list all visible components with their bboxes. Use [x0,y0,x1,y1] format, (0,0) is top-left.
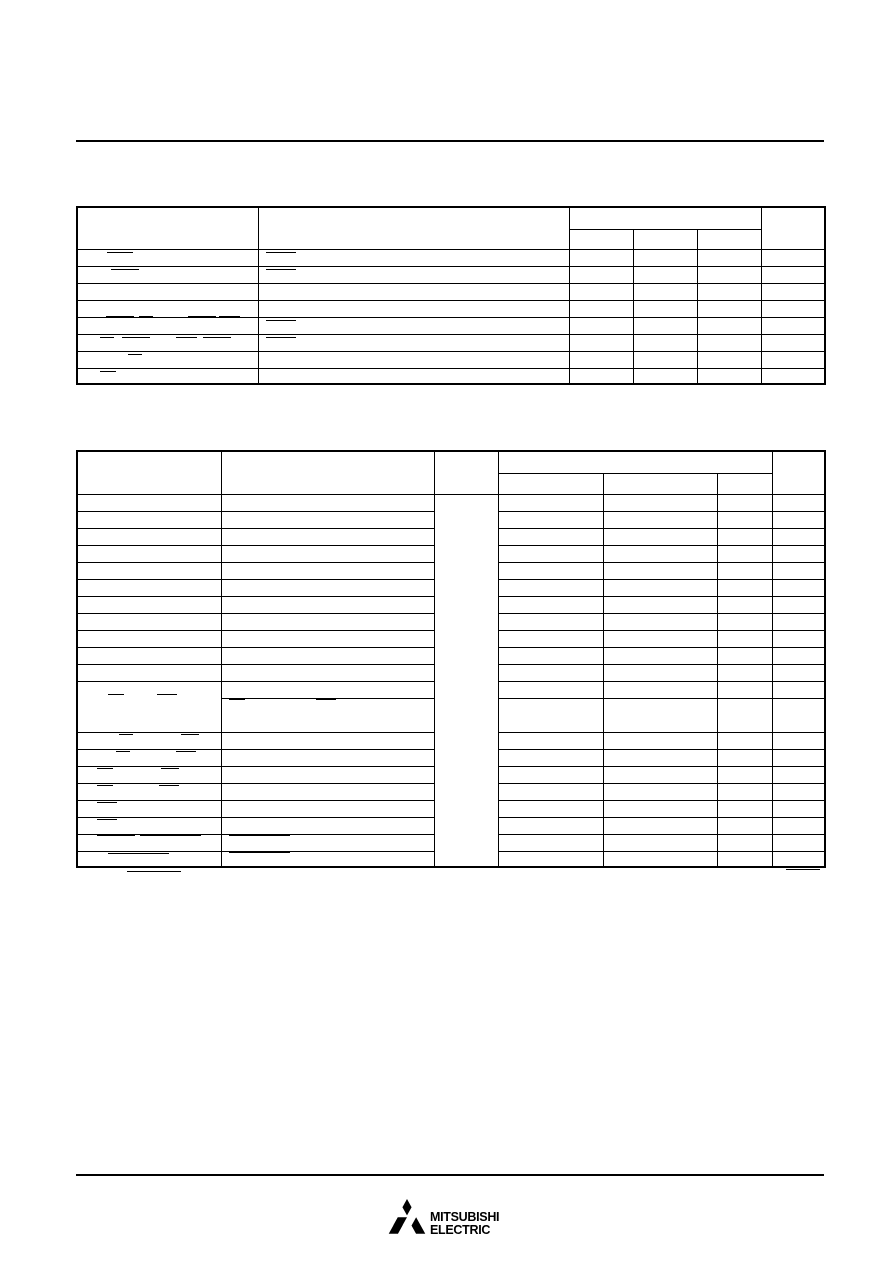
top-rule [76,140,824,142]
overline-mark [108,853,169,854]
overline-mark [161,768,179,769]
three-diamonds-icon [384,1199,430,1241]
overline-mark [106,316,134,317]
overline-mark [116,751,130,752]
overline-mark [127,871,181,872]
table-row [77,266,825,283]
overline-mark [316,681,336,682]
overline-mark [97,768,113,769]
table-2-header-row [77,451,825,473]
overline-mark [229,852,290,853]
table-2 [76,450,826,868]
overline-mark [107,252,133,253]
overline-mark [119,734,133,735]
table-row [77,494,825,511]
overline-mark [229,681,245,682]
overline-mark [266,269,296,270]
overline-mark [159,785,179,786]
overline-mark [266,252,296,253]
overline-mark [203,337,231,338]
table-row [77,317,825,334]
overline-mark [128,354,142,355]
overline-mark [139,316,153,317]
overline-mark [108,694,124,695]
overline-mark [188,316,216,317]
brand-line-1: MITSUBISHI [430,1210,500,1224]
overline-mark [229,835,290,836]
overline-mark [97,785,113,786]
overline-mark [111,269,139,270]
overline-mark [266,337,296,338]
overline-mark [157,694,177,695]
table-row [77,351,825,368]
overline-mark [266,320,296,321]
table-row [77,283,825,300]
overline-mark [219,316,240,317]
overline-mark [316,699,336,700]
overline-mark [97,802,117,803]
overline-mark [176,751,196,752]
overline-mark [97,819,117,820]
brand-wordmark [430,1211,499,1237]
table-row [77,300,825,317]
overline-mark [97,835,135,836]
table-row [77,368,825,384]
overline-mark [229,699,245,700]
overline-mark [176,337,197,338]
overline-mark [786,869,820,870]
table-1 [76,206,826,385]
bottom-rule [76,1174,824,1176]
table-row [77,249,825,266]
overline-mark [140,835,201,836]
brand-line-2: ELECTRIC [430,1223,491,1237]
overline-mark [181,734,199,735]
overline-mark [100,337,114,338]
overline-mark [100,371,116,372]
overline-mark [122,337,150,338]
table-1-header-row [77,207,825,229]
